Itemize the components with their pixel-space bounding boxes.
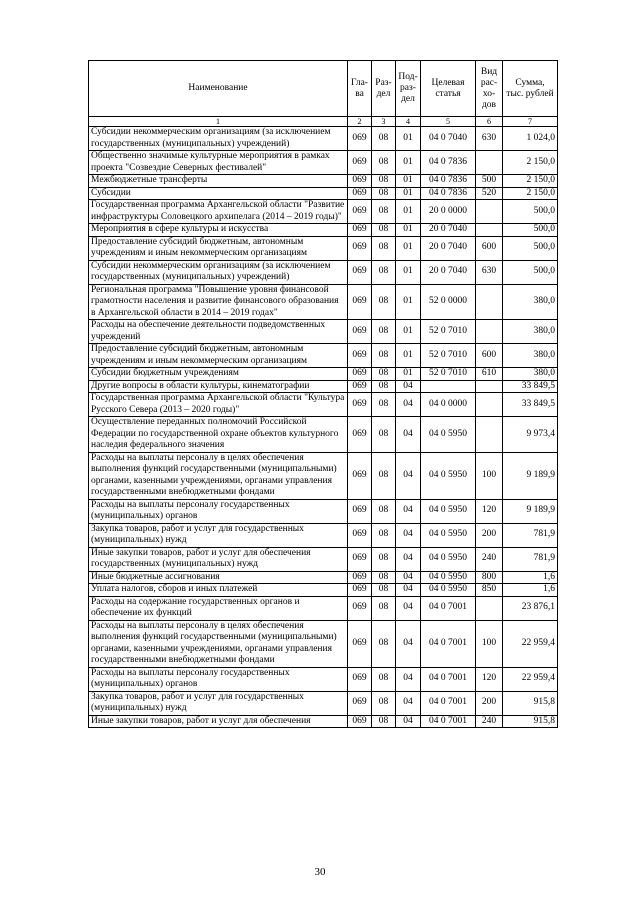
- table-row: [89, 127, 558, 151]
- cell-razdel: 08: [372, 200, 396, 224]
- table-row: [89, 151, 558, 175]
- table-row: [89, 260, 558, 284]
- cell-expense-type: 600: [476, 344, 503, 368]
- column-number: 4: [396, 117, 421, 127]
- cell-razdel: 08: [372, 344, 396, 368]
- table-row: [89, 200, 558, 224]
- cell-sum: 915,8: [503, 691, 558, 715]
- table-row: [89, 187, 558, 200]
- cell-sum: 500,0: [503, 236, 558, 260]
- cell-razdel: 08: [372, 620, 396, 667]
- header-row: [89, 61, 558, 117]
- cell-name: Субсидии: [89, 187, 348, 200]
- cell-expense-type: 100: [476, 452, 503, 499]
- cell-sum: 2 150,0: [503, 187, 558, 200]
- cell-glava: 069: [348, 547, 372, 571]
- cell-target-article: 52 0 7010: [421, 368, 476, 381]
- cell-glava: 069: [348, 151, 372, 175]
- cell-target-article: 04 0 7001: [421, 667, 476, 691]
- table-row: [89, 380, 558, 393]
- table-row: [89, 224, 558, 237]
- column-number: 1: [89, 117, 348, 127]
- cell-sum: 33 849,5: [503, 380, 558, 393]
- cell-name: Расходы на содержание государственных органов и обеспечение их функций: [89, 596, 348, 620]
- cell-name: Региональная программа "Повышение уровня финансовой грамотности населения и развитие финансового образования в Архангельской области в 2014 – 2019 годах": [89, 284, 348, 320]
- cell-sum: 2 150,0: [503, 151, 558, 175]
- cell-name: Расходы на выплаты персоналу государственных (муниципальных) органов: [89, 667, 348, 691]
- cell-glava: 069: [348, 187, 372, 200]
- cell-expense-type: 600: [476, 236, 503, 260]
- cell-podrazdel: 01: [396, 236, 421, 260]
- cell-razdel: 08: [372, 320, 396, 344]
- cell-podrazdel: 04: [396, 523, 421, 547]
- cell-glava: 069: [348, 175, 372, 188]
- cell-target-article: 04 0 7836: [421, 175, 476, 188]
- cell-sum: 500,0: [503, 260, 558, 284]
- cell-razdel: 08: [372, 187, 396, 200]
- table-row: [89, 571, 558, 584]
- cell-target-article: 04 0 5950: [421, 584, 476, 597]
- cell-podrazdel: 04: [396, 584, 421, 597]
- cell-expense-type: 850: [476, 584, 503, 597]
- cell-razdel: 08: [372, 596, 396, 620]
- cell-target-article: 20 0 0000: [421, 200, 476, 224]
- cell-name: Расходы на выплаты персоналу в целях обеспечения выполнения функций государственными (муниципальными) органами, казенными учреждениями, органами управления государственными внебюджетными фондами: [89, 620, 348, 667]
- cell-expense-type: 520: [476, 187, 503, 200]
- cell-sum: 380,0: [503, 344, 558, 368]
- cell-glava: 069: [348, 715, 372, 728]
- cell-glava: 069: [348, 667, 372, 691]
- cell-podrazdel: 01: [396, 127, 421, 151]
- header-podrazdel: Под- раз- дел: [396, 61, 421, 117]
- cell-glava: 069: [348, 224, 372, 237]
- cell-name: Государственная программа Архангельской области "Культура Русского Севера (2013 – 2020 годы)": [89, 393, 348, 417]
- cell-sum: 1,6: [503, 571, 558, 584]
- cell-expense-type: 500: [476, 175, 503, 188]
- cell-razdel: 08: [372, 691, 396, 715]
- cell-podrazdel: 01: [396, 175, 421, 188]
- cell-sum: 2 150,0: [503, 175, 558, 188]
- table-row: [89, 584, 558, 597]
- cell-target-article: 20 0 7040: [421, 224, 476, 237]
- table-row: [89, 667, 558, 691]
- cell-glava: 069: [348, 236, 372, 260]
- cell-name: Иные бюджетные ассигнования: [89, 571, 348, 584]
- table-body: [89, 127, 558, 728]
- cell-sum: 33 849,5: [503, 393, 558, 417]
- cell-expense-type: [476, 224, 503, 237]
- header-name: Наименование: [89, 61, 348, 117]
- cell-razdel: 08: [372, 571, 396, 584]
- cell-glava: 069: [348, 320, 372, 344]
- cell-sum: 1 024,0: [503, 127, 558, 151]
- cell-razdel: 08: [372, 284, 396, 320]
- cell-target-article: 04 0 7040: [421, 127, 476, 151]
- cell-podrazdel: 01: [396, 260, 421, 284]
- cell-glava: 069: [348, 417, 372, 453]
- column-numbers-row: [89, 117, 558, 127]
- table-header: [89, 61, 558, 127]
- cell-glava: 069: [348, 284, 372, 320]
- cell-sum: 380,0: [503, 284, 558, 320]
- cell-podrazdel: 01: [396, 200, 421, 224]
- cell-razdel: 08: [372, 452, 396, 499]
- cell-sum: 22 959,4: [503, 620, 558, 667]
- cell-sum: 23 876,1: [503, 596, 558, 620]
- cell-sum: 9 189,9: [503, 499, 558, 523]
- cell-glava: 069: [348, 368, 372, 381]
- cell-podrazdel: 01: [396, 151, 421, 175]
- cell-glava: 069: [348, 344, 372, 368]
- cell-target-article: 52 0 7010: [421, 344, 476, 368]
- cell-target-article: 04 0 5950: [421, 547, 476, 571]
- cell-podrazdel: 04: [396, 571, 421, 584]
- cell-podrazdel: 04: [396, 417, 421, 453]
- cell-glava: 069: [348, 596, 372, 620]
- cell-razdel: 08: [372, 236, 396, 260]
- cell-name: Предоставление субсидий бюджетным, автономным учреждениям и иным некоммерческим организациям: [89, 344, 348, 368]
- cell-sum: 781,9: [503, 547, 558, 571]
- cell-expense-type: 120: [476, 499, 503, 523]
- cell-expense-type: [476, 393, 503, 417]
- table-row: [89, 393, 558, 417]
- table-row: [89, 284, 558, 320]
- column-number: 6: [476, 117, 503, 127]
- cell-glava: 069: [348, 571, 372, 584]
- column-number: 3: [372, 117, 396, 127]
- cell-target-article: 52 0 0000: [421, 284, 476, 320]
- header-glava: Гла- ва: [348, 61, 372, 117]
- cell-podrazdel: 01: [396, 224, 421, 237]
- cell-podrazdel: 04: [396, 715, 421, 728]
- table-row: [89, 523, 558, 547]
- cell-podrazdel: 01: [396, 344, 421, 368]
- cell-target-article: 04 0 7001: [421, 596, 476, 620]
- cell-name: Уплата налогов, сборов и иных платежей: [89, 584, 348, 597]
- cell-razdel: 08: [372, 260, 396, 284]
- cell-razdel: 08: [372, 584, 396, 597]
- cell-expense-type: [476, 284, 503, 320]
- cell-name: Субсидии некоммерческим организациям (за исключением государственных (муниципальных) учреждений): [89, 127, 348, 151]
- cell-target-article: 04 0 5950: [421, 523, 476, 547]
- table-row: [89, 715, 558, 728]
- cell-expense-type: [476, 320, 503, 344]
- page-number: 30: [314, 866, 326, 878]
- cell-razdel: 08: [372, 368, 396, 381]
- table-row: [89, 320, 558, 344]
- cell-expense-type: 120: [476, 667, 503, 691]
- cell-glava: 069: [348, 691, 372, 715]
- cell-razdel: 08: [372, 127, 396, 151]
- cell-podrazdel: 04: [396, 452, 421, 499]
- cell-razdel: 08: [372, 523, 396, 547]
- cell-name: Общественно значимые культурные мероприятия в рамках проекта "Созвездие Северных фестивалей": [89, 151, 348, 175]
- cell-name: Расходы на обеспечение деятельности подведомственных учреждений: [89, 320, 348, 344]
- cell-podrazdel: 04: [396, 393, 421, 417]
- cell-target-article: 04 0 7001: [421, 715, 476, 728]
- cell-name: Другие вопросы в области культуры, кинематографии: [89, 380, 348, 393]
- cell-glava: 069: [348, 127, 372, 151]
- cell-target-article: 04 0 7001: [421, 620, 476, 667]
- cell-target-article: 20 0 7040: [421, 260, 476, 284]
- table-row: [89, 175, 558, 188]
- cell-sum: 22 959,4: [503, 667, 558, 691]
- column-number: 2: [348, 117, 372, 127]
- table-row: [89, 691, 558, 715]
- cell-sum: 380,0: [503, 368, 558, 381]
- cell-expense-type: 630: [476, 260, 503, 284]
- cell-glava: 069: [348, 452, 372, 499]
- cell-podrazdel: 04: [396, 667, 421, 691]
- table-row: [89, 547, 558, 571]
- table-row: [89, 620, 558, 667]
- cell-target-article: 04 0 5950: [421, 452, 476, 499]
- cell-razdel: 08: [372, 715, 396, 728]
- cell-glava: 069: [348, 200, 372, 224]
- table-row: [89, 236, 558, 260]
- cell-expense-type: 610: [476, 368, 503, 381]
- cell-podrazdel: 04: [396, 380, 421, 393]
- cell-sum: 781,9: [503, 523, 558, 547]
- table-row: [89, 499, 558, 523]
- cell-sum: 500,0: [503, 200, 558, 224]
- cell-razdel: 08: [372, 417, 396, 453]
- cell-podrazdel: 04: [396, 596, 421, 620]
- table-row: [89, 452, 558, 499]
- cell-podrazdel: 01: [396, 187, 421, 200]
- cell-sum: 915,8: [503, 715, 558, 728]
- cell-sum: 500,0: [503, 224, 558, 237]
- cell-target-article: 04 0 7836: [421, 151, 476, 175]
- cell-glava: 069: [348, 620, 372, 667]
- column-number: 7: [503, 117, 558, 127]
- cell-target-article: 04 0 0000: [421, 393, 476, 417]
- cell-target-article: 04 0 5950: [421, 417, 476, 453]
- cell-podrazdel: 04: [396, 547, 421, 571]
- cell-razdel: 08: [372, 151, 396, 175]
- cell-target-article: 04 0 7001: [421, 691, 476, 715]
- cell-name: Закупка товаров, работ и услуг для государственных (муниципальных) нужд: [89, 523, 348, 547]
- cell-name: Расходы на выплаты персоналу в целях обеспечения выполнения функций государственными (муниципальными) органами, казенными учреждениями, органами управления государственными внебюджетными фондами: [89, 452, 348, 499]
- cell-target-article: [421, 380, 476, 393]
- cell-expense-type: [476, 380, 503, 393]
- cell-podrazdel: 04: [396, 691, 421, 715]
- cell-expense-type: [476, 596, 503, 620]
- table-row: [89, 344, 558, 368]
- cell-podrazdel: 01: [396, 284, 421, 320]
- cell-expense-type: [476, 417, 503, 453]
- cell-expense-type: 200: [476, 691, 503, 715]
- cell-target-article: 04 0 5950: [421, 571, 476, 584]
- cell-razdel: 08: [372, 547, 396, 571]
- cell-sum: 1,6: [503, 584, 558, 597]
- cell-glava: 069: [348, 380, 372, 393]
- cell-sum: 380,0: [503, 320, 558, 344]
- header-razdel: Раз- дел: [372, 61, 396, 117]
- cell-name: Государственная программа Архангельской области "Развитие инфраструктуры Соловецкого архипелага (2014 – 2019 годы)": [89, 200, 348, 224]
- cell-name: Мероприятия в сфере культуры и искусства: [89, 224, 348, 237]
- cell-expense-type: 630: [476, 127, 503, 151]
- cell-podrazdel: 01: [396, 320, 421, 344]
- cell-expense-type: 240: [476, 547, 503, 571]
- cell-expense-type: 100: [476, 620, 503, 667]
- cell-glava: 069: [348, 523, 372, 547]
- header-target-article: Целевая статья: [421, 61, 476, 117]
- cell-razdel: 08: [372, 499, 396, 523]
- header-expense-type: Вид рас- хо- дов: [476, 61, 503, 117]
- cell-expense-type: 200: [476, 523, 503, 547]
- cell-podrazdel: 01: [396, 368, 421, 381]
- cell-expense-type: [476, 151, 503, 175]
- cell-podrazdel: 04: [396, 620, 421, 667]
- header-sum: Сумма, тыс. рублей: [503, 61, 558, 117]
- table-row: [89, 596, 558, 620]
- cell-sum: 9 189,9: [503, 452, 558, 499]
- cell-name: Субсидии бюджетным учреждениям: [89, 368, 348, 381]
- cell-target-article: 04 0 7836: [421, 187, 476, 200]
- cell-glava: 069: [348, 393, 372, 417]
- cell-sum: 9 973,4: [503, 417, 558, 453]
- cell-razdel: 08: [372, 380, 396, 393]
- cell-razdel: 08: [372, 667, 396, 691]
- cell-razdel: 08: [372, 224, 396, 237]
- cell-name: Межбюджетные трансферты: [89, 175, 348, 188]
- budget-table: [88, 60, 558, 728]
- cell-name: Иные закупки товаров, работ и услуг для обеспечения: [89, 715, 348, 728]
- cell-glava: 069: [348, 260, 372, 284]
- cell-name: Осуществление переданных полномочий Российской Федерации по государственной охране объектов культурного наследия федерального значения: [89, 417, 348, 453]
- cell-name: Иные закупки товаров, работ и услуг для обеспечения государственных (муниципальных) нужд: [89, 547, 348, 571]
- cell-expense-type: 800: [476, 571, 503, 584]
- cell-glava: 069: [348, 584, 372, 597]
- column-number: 5: [421, 117, 476, 127]
- cell-expense-type: [476, 200, 503, 224]
- cell-glava: 069: [348, 499, 372, 523]
- cell-razdel: 08: [372, 175, 396, 188]
- cell-target-article: 04 0 5950: [421, 499, 476, 523]
- cell-target-article: 52 0 7010: [421, 320, 476, 344]
- cell-name: Расходы на выплаты персоналу государственных (муниципальных) органов: [89, 499, 348, 523]
- cell-name: Субсидии некоммерческим организациям (за исключением государственных (муниципальных) учреждений): [89, 260, 348, 284]
- cell-expense-type: 240: [476, 715, 503, 728]
- cell-podrazdel: 04: [396, 499, 421, 523]
- table-row: [89, 417, 558, 453]
- cell-razdel: 08: [372, 393, 396, 417]
- cell-name: Предоставление субсидий бюджетным, автономным учреждениям и иным некоммерческим организациям: [89, 236, 348, 260]
- cell-target-article: 20 0 7040: [421, 236, 476, 260]
- table-row: [89, 368, 558, 381]
- cell-name: Закупка товаров, работ и услуг для государственных (муниципальных) нужд: [89, 691, 348, 715]
